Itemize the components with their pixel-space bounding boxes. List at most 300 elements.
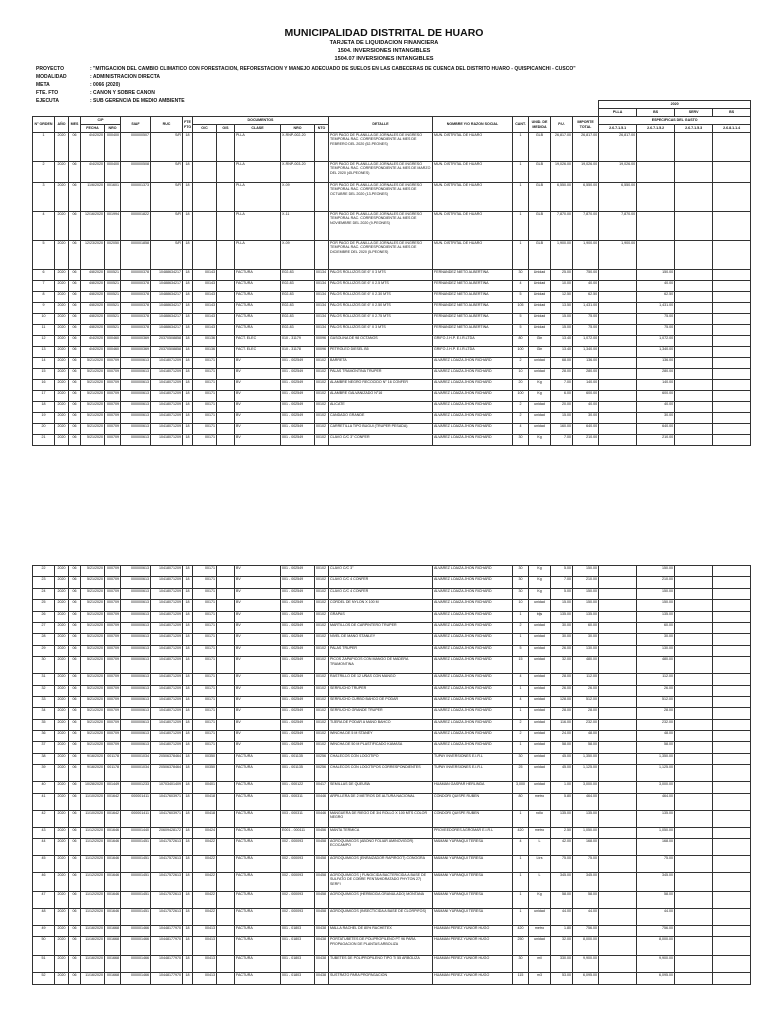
cell-f: 5/21/2020 bbox=[81, 719, 105, 730]
cell-os bbox=[217, 566, 235, 577]
cell-nro: 000709 bbox=[105, 622, 121, 633]
cell-nro: 000709 bbox=[105, 588, 121, 599]
cell-nom: MAMANI YUPANQUI TERESA bbox=[433, 873, 513, 892]
cell-m: 06 bbox=[69, 793, 81, 810]
cell-s3 bbox=[675, 133, 713, 162]
cell-os bbox=[217, 839, 235, 856]
cell-m: 06 bbox=[69, 909, 81, 926]
table-row bbox=[33, 391, 751, 402]
cell-clase: FACTURA bbox=[235, 909, 281, 926]
cell-s2: 28.00 bbox=[637, 708, 675, 719]
cell-a: 2020 bbox=[55, 183, 69, 212]
cell-m: 06 bbox=[69, 611, 81, 622]
cell-siaf: 000000378 bbox=[121, 303, 151, 314]
cell-siaf: 000001858 bbox=[121, 241, 151, 270]
cell-s3 bbox=[675, 270, 713, 281]
cell-fte: 18 bbox=[183, 358, 193, 369]
cell-s1 bbox=[599, 742, 637, 753]
cell-m: 06 bbox=[69, 369, 81, 380]
cell-ruc: 10448177970 bbox=[151, 926, 183, 937]
cell-clase: BV bbox=[235, 402, 281, 413]
cell-fte: 18 bbox=[183, 856, 193, 873]
cell-ruc: 10417572613 bbox=[151, 873, 183, 892]
cell-nro: 000460 bbox=[105, 336, 121, 347]
cell-det: CLAVO C/C 3" bbox=[329, 566, 433, 577]
cell-oc: 00136 bbox=[193, 347, 217, 358]
cell-f: 11/12/2020 bbox=[81, 839, 105, 856]
cell-serie: 001 - 002549 bbox=[281, 369, 315, 380]
cell-clase: FACTURA bbox=[235, 956, 281, 973]
cell-serie: 001 - 002549 bbox=[281, 424, 315, 435]
cell-f: 11/16/2020 bbox=[81, 926, 105, 937]
cell-nom: HUAMAN PEREZ YUNIOR HUGO bbox=[433, 956, 513, 973]
cell-a: 2020 bbox=[55, 793, 69, 810]
cell-oc: 00413 bbox=[193, 956, 217, 973]
cell-siaf: 000001440 bbox=[121, 827, 151, 838]
cell-imp: 9,900.00 bbox=[573, 956, 599, 973]
cell-imp: 1,431.00 bbox=[573, 303, 599, 314]
cell-det: ALAMBRE GALVANIZADO N°16 bbox=[329, 391, 433, 402]
cell-n: 1 bbox=[33, 133, 55, 162]
cell-oc bbox=[193, 162, 217, 183]
cell-s4 bbox=[713, 588, 751, 599]
cell-u: Unidad bbox=[529, 281, 551, 292]
cell-nom: MAMANI YUPANQUI TERESA bbox=[433, 856, 513, 873]
cell-det: POR PAGO DE PLANILLA DE JORNALES DE INGRESO TEMPORAL RAC. CORRESPONDIENTE AL MES DE FEBRERO DEL 2020 (52-PEONES) bbox=[329, 133, 433, 162]
cell-s4 bbox=[713, 926, 751, 937]
cell-nom: ALVAREZ LOAIZA JHON RICHARD bbox=[433, 645, 513, 656]
cell-s1 bbox=[599, 611, 637, 622]
cell-u: Kg bbox=[529, 435, 551, 446]
cell-oc: 00143 bbox=[193, 270, 217, 281]
cell-oc: 00171 bbox=[193, 358, 217, 369]
cell-s4 bbox=[713, 270, 751, 281]
cell-a: 2020 bbox=[55, 719, 69, 730]
cell-siaf: 000000369 bbox=[121, 347, 151, 358]
cell-s2: 345.00 bbox=[637, 873, 675, 892]
cell-m: 06 bbox=[69, 622, 81, 633]
municipality-title: MUNICIPALIDAD DISTRITAL DE HUARO bbox=[284, 27, 484, 39]
col-unidad: UNID. DE MEDIDA bbox=[529, 117, 551, 133]
cell-s1 bbox=[599, 588, 637, 599]
cell-clase: FACTURA bbox=[235, 926, 281, 937]
cell-det: CLAVO C/C 4 CONFER bbox=[329, 577, 433, 588]
cell-siaf: 000000378 bbox=[121, 270, 151, 281]
cell-s4 bbox=[713, 765, 751, 782]
cell-fte: 18 bbox=[183, 336, 193, 347]
table-row bbox=[33, 873, 751, 892]
cell-nro: 001646 bbox=[105, 892, 121, 909]
cell-oc: 00171 bbox=[193, 611, 217, 622]
cell-nom: ALVAREZ LOAIZA JHON RICHARD bbox=[433, 402, 513, 413]
cell-nom: ALVAREZ LOAIZA JHON RICHARD bbox=[433, 622, 513, 633]
cell-pu: 13.50 bbox=[551, 303, 573, 314]
cell-cant: 10 bbox=[513, 600, 529, 611]
cell-serie: 001 - 002549 bbox=[281, 685, 315, 696]
cell-u: GLB bbox=[529, 241, 551, 270]
card-subtitle: TARJETA DE LIQUIDACION FINANCIERA bbox=[329, 40, 439, 46]
col-ano: AÑO bbox=[55, 117, 69, 133]
cell-fte: 18 bbox=[183, 292, 193, 303]
table-row bbox=[33, 634, 751, 645]
cell-f: 5/21/2020 bbox=[81, 566, 105, 577]
cell-serie: 001 - 000122 bbox=[281, 782, 315, 793]
cell-nt: 00458 bbox=[315, 839, 329, 856]
cell-fte: 18 bbox=[183, 810, 193, 827]
cell-siaf: 000001034 bbox=[121, 753, 151, 764]
cell-oc: 00422 bbox=[193, 839, 217, 856]
cell-s2: 210.00 bbox=[637, 435, 675, 446]
cell-s3 bbox=[675, 358, 713, 369]
cell-siaf: 000001466 bbox=[121, 926, 151, 937]
cell-f: 5/21/2020 bbox=[81, 708, 105, 719]
cell-nt: 00102 bbox=[315, 657, 329, 674]
cell-os bbox=[217, 892, 235, 909]
cell-oc: 00171 bbox=[193, 645, 217, 656]
cell-siaf: 000000613 bbox=[121, 577, 151, 588]
cell-oc: 00171 bbox=[193, 634, 217, 645]
cell-oc bbox=[193, 241, 217, 270]
cell-f: 5/21/2020 bbox=[81, 622, 105, 633]
cell-s1 bbox=[599, 645, 637, 656]
cell-a: 2020 bbox=[55, 133, 69, 162]
cell-a: 2020 bbox=[55, 212, 69, 241]
cell-a: 2020 bbox=[55, 314, 69, 325]
cell-m: 06 bbox=[69, 645, 81, 656]
cell-nt: 00438 bbox=[315, 956, 329, 973]
cell-s3 bbox=[675, 183, 713, 212]
cell-n: 7 bbox=[33, 281, 55, 292]
cell-serie: 001 - 002549 bbox=[281, 577, 315, 588]
cell-fte: 18 bbox=[183, 765, 193, 782]
cell-s1 bbox=[599, 674, 637, 685]
cell-fte: 18 bbox=[183, 566, 193, 577]
cell-f: 5/21/2020 bbox=[81, 358, 105, 369]
cell-s3 bbox=[675, 839, 713, 856]
cell-m: 06 bbox=[69, 391, 81, 402]
cell-oc: 00422 bbox=[193, 873, 217, 892]
cell-u: unidad bbox=[529, 674, 551, 685]
cell-clase: FACT. ELEC bbox=[235, 336, 281, 347]
cell-m: 06 bbox=[69, 133, 81, 162]
cell-os bbox=[217, 719, 235, 730]
cell-n: 49 bbox=[33, 926, 55, 937]
cell-nt: 00102 bbox=[315, 588, 329, 599]
cell-m: 06 bbox=[69, 856, 81, 873]
cell-cant: 4 bbox=[513, 674, 529, 685]
cell-siaf: 000001411 bbox=[121, 793, 151, 810]
cell-s4 bbox=[713, 212, 751, 241]
cell-ruc: 10418071209 bbox=[151, 577, 183, 588]
cell-s4 bbox=[713, 731, 751, 742]
cell-os bbox=[217, 782, 235, 793]
cell-pu: 44.00 bbox=[551, 909, 573, 926]
cell-nro: 001601 bbox=[105, 183, 121, 212]
cell-s3 bbox=[675, 827, 713, 838]
table-row bbox=[33, 588, 751, 599]
cell-fte: 18 bbox=[183, 424, 193, 435]
cell-s4 bbox=[713, 696, 751, 707]
cell-ruc: 10418071209 bbox=[151, 611, 183, 622]
cell-pu: 1.80 bbox=[551, 926, 573, 937]
cell-imp: 112.00 bbox=[573, 674, 599, 685]
cell-a: 2020 bbox=[55, 956, 69, 973]
table-row bbox=[33, 369, 751, 380]
cell-s3 bbox=[675, 909, 713, 926]
cell-s4 bbox=[713, 685, 751, 696]
cell-clase: FACTURA bbox=[235, 937, 281, 956]
cell-s3 bbox=[675, 892, 713, 909]
table-row bbox=[33, 241, 751, 270]
cell-nom: MUN. DISTRITAL DE HUARO bbox=[433, 212, 513, 241]
cell-siaf: 000000613 bbox=[121, 685, 151, 696]
cell-nro: 000709 bbox=[105, 634, 121, 645]
cell-nom: ALVAREZ LOAIZA JHON RICHARD bbox=[433, 424, 513, 435]
cell-oc bbox=[193, 212, 217, 241]
cell-m: 06 bbox=[69, 753, 81, 764]
cell-u: unidad bbox=[529, 622, 551, 633]
table-row bbox=[33, 657, 751, 674]
cell-s4 bbox=[713, 358, 751, 369]
cell-pu: 26.00 bbox=[551, 645, 573, 656]
cell-nt: 00102 bbox=[315, 685, 329, 696]
cell-imp: 150.00 bbox=[573, 566, 599, 577]
cell-u: metro bbox=[529, 793, 551, 810]
cell-det: PALOS ROLLIZOS DE 6" X 2.30 MTS bbox=[329, 292, 433, 303]
cell-det: AGROQUIMICOS ( FUNGICIDA BACTERICIDA A BASE DE SULFATO DE COBRE PENTAHIDRATADO PHYTON 27) SERFI bbox=[329, 873, 433, 892]
cell-nro: 001646 bbox=[105, 856, 121, 873]
cell-oc: 00350 bbox=[193, 753, 217, 764]
cell-s1 bbox=[599, 435, 637, 446]
cell-det: POR PAGO DE PLANILLA DE JORNALES DE INGRESO TEMPORAL RAC. CORRESPONDIENTE AL MES DE OCTUBRE DEL 2020 (13-PEONES) bbox=[329, 183, 433, 212]
cell-clase: BV bbox=[235, 719, 281, 730]
cell-clase: FACTURA bbox=[235, 810, 281, 827]
col-ruc: RUC bbox=[151, 117, 183, 133]
cell-n: 35 bbox=[33, 719, 55, 730]
table-row bbox=[33, 973, 751, 984]
cell-u: GLB bbox=[529, 133, 551, 162]
cell-a: 2020 bbox=[55, 391, 69, 402]
cell-f: 11/16/2020 bbox=[81, 937, 105, 956]
cell-nt: 00102 bbox=[315, 413, 329, 424]
cell-s1 bbox=[599, 956, 637, 973]
cell-clase: BV bbox=[235, 742, 281, 753]
cell-siaf: 000001034 bbox=[121, 765, 151, 782]
cell-nom: FERNANDEZ NIETO ALBERTINA bbox=[433, 292, 513, 303]
cell-nom: GRIFO J.H.P. E.I.R.LTDA bbox=[433, 347, 513, 358]
cell-f: 5/21/2020 bbox=[81, 731, 105, 742]
cell-nom: FERNANDEZ NIETO ALBERTINA bbox=[433, 325, 513, 336]
cell-nom: FERNANDEZ NIETO ALBERTINA bbox=[433, 314, 513, 325]
cell-det: PALAS TRUPER bbox=[329, 645, 433, 656]
cell-ruc: S/R bbox=[151, 162, 183, 183]
cell-imp: 8,000.00 bbox=[573, 937, 599, 956]
cell-clase: FACTURA bbox=[235, 270, 281, 281]
cell-m: 06 bbox=[69, 424, 81, 435]
cell-s2: 150.00 bbox=[637, 588, 675, 599]
cell-u: unidad bbox=[529, 765, 551, 782]
cell-f: 5/21/2020 bbox=[81, 674, 105, 685]
cell-s3 bbox=[675, 577, 713, 588]
cell-clase: BV bbox=[235, 634, 281, 645]
cell-oc: 00350 bbox=[193, 765, 217, 782]
cell-oc: 00171 bbox=[193, 600, 217, 611]
cell-imp: 7,870.00 bbox=[573, 212, 599, 241]
cell-a: 2020 bbox=[55, 892, 69, 909]
cell-ruc: 20506378464 bbox=[151, 765, 183, 782]
cell-u: unidad bbox=[529, 731, 551, 742]
cell-u: Kg bbox=[529, 577, 551, 588]
cell-cant: 5 bbox=[513, 645, 529, 656]
cell-s1 bbox=[599, 600, 637, 611]
cell-serie: E02-83 bbox=[281, 325, 315, 336]
cell-cant: 30 bbox=[513, 566, 529, 577]
cell-serie: 002 - 000093 bbox=[281, 839, 315, 856]
meta-row-proyecto: PROYECTO : "MITIGACION DEL CAMBIO CLIMATICO CON FORESTACION, REFORESTACION Y MANEJO ADECUADO DE SUELOS EN LAS CABECERAS DE CUENCA DEL DISTRITO HUARO - QUISPICANCHI - CUSCO" bbox=[36, 66, 576, 72]
cell-m: 06 bbox=[69, 435, 81, 446]
cell-imp: 48.00 bbox=[573, 731, 599, 742]
cell-f: 5/21/2020 bbox=[81, 600, 105, 611]
cell-s2: 58.00 bbox=[637, 892, 675, 909]
cell-imp: 150.00 bbox=[573, 600, 599, 611]
cell-imp: 30.00 bbox=[573, 413, 599, 424]
cell-clase: FACTURA bbox=[235, 303, 281, 314]
cell-s3 bbox=[675, 765, 713, 782]
cell-s4 bbox=[713, 314, 751, 325]
cell-ruc: 10488634217 bbox=[151, 314, 183, 325]
cell-s1 bbox=[599, 292, 637, 303]
cell-u: L bbox=[529, 873, 551, 892]
cell-oc: 00143 bbox=[193, 281, 217, 292]
cell-siaf: 000000613 bbox=[121, 708, 151, 719]
cell-ruc: 10418071209 bbox=[151, 435, 183, 446]
cell-s2: 1,350.00 bbox=[637, 753, 675, 764]
cell-nro: 001668 bbox=[105, 973, 121, 984]
cell-a: 2020 bbox=[55, 336, 69, 347]
cell-imp: 1,350.00 bbox=[573, 753, 599, 764]
cell-s3 bbox=[675, 435, 713, 446]
cell-fte: 18 bbox=[183, 873, 193, 892]
cell-m: 06 bbox=[69, 696, 81, 707]
cell-nro: 000709 bbox=[105, 577, 121, 588]
cell-a: 2020 bbox=[55, 162, 69, 183]
cell-s1 bbox=[599, 336, 637, 347]
cell-nt: 00102 bbox=[315, 435, 329, 446]
cell-pu: 45.00 bbox=[551, 765, 573, 782]
cell-nt: 00102 bbox=[315, 719, 329, 730]
cell-clase: BV bbox=[235, 380, 281, 391]
cell-u: Unidad bbox=[529, 303, 551, 314]
cell-serie: 003 - 000311 bbox=[281, 810, 315, 827]
cell-serie: 001 - 001135 bbox=[281, 753, 315, 764]
cell-u: unidad bbox=[529, 708, 551, 719]
cell-s3 bbox=[675, 657, 713, 674]
cell-imp: 232.00 bbox=[573, 719, 599, 730]
cell-ruc: S/R bbox=[151, 183, 183, 212]
cell-cant: 2 bbox=[513, 402, 529, 413]
cell-cant: 1 bbox=[513, 634, 529, 645]
cell-pu: 330.00 bbox=[551, 956, 573, 973]
cell-ruc: 10418071209 bbox=[151, 634, 183, 645]
cell-m: 06 bbox=[69, 731, 81, 742]
cell-nro: 000709 bbox=[105, 719, 121, 730]
cell-nt: 00096 bbox=[315, 347, 329, 358]
cell-fte: 18 bbox=[183, 793, 193, 810]
cell-s2: 756.00 bbox=[637, 926, 675, 937]
cell-os bbox=[217, 956, 235, 973]
cell-s4 bbox=[713, 909, 751, 926]
cell-s3 bbox=[675, 937, 713, 956]
cell-oc: 00171 bbox=[193, 566, 217, 577]
cell-pu: 6,550.00 bbox=[551, 183, 573, 212]
table-row bbox=[33, 926, 751, 937]
cell-oc: 00171 bbox=[193, 657, 217, 674]
cell-serie: 001 - 002549 bbox=[281, 566, 315, 577]
cell-fte: 18 bbox=[183, 909, 193, 926]
cell-s2: 464.00 bbox=[637, 793, 675, 810]
cell-imp: 75.00 bbox=[573, 325, 599, 336]
cell-nom: TUPAY INVERSIONES E.I.R.L bbox=[433, 765, 513, 782]
cell-n: 20 bbox=[33, 424, 55, 435]
cell-nro: 000521 bbox=[105, 325, 121, 336]
cell-clase: PLLA bbox=[235, 212, 281, 241]
cell-serie: 001 - 002549 bbox=[281, 657, 315, 674]
cell-a: 2020 bbox=[55, 369, 69, 380]
cell-n: 48 bbox=[33, 909, 55, 926]
cell-n: 22 bbox=[33, 566, 55, 577]
col-mes: MES bbox=[69, 117, 81, 133]
cell-nro: 000709 bbox=[105, 657, 121, 674]
cell-serie: 001 - 002549 bbox=[281, 696, 315, 707]
cell-m: 06 bbox=[69, 685, 81, 696]
cell-pu: 68.00 bbox=[551, 358, 573, 369]
cell-nom: TUPAY INVERSIONES E.I.R.L bbox=[433, 753, 513, 764]
cell-nom: ALVAREZ LOAIZA JHON RICHARD bbox=[433, 657, 513, 674]
cell-n: 13 bbox=[33, 347, 55, 358]
cell-n: 50 bbox=[33, 937, 55, 956]
cell-nt: 00102 bbox=[315, 424, 329, 435]
cell-pu: 58.00 bbox=[551, 892, 573, 909]
cell-nro: 001642 bbox=[105, 810, 121, 827]
cell-pu: 75.00 bbox=[551, 856, 573, 873]
cell-os bbox=[217, 873, 235, 892]
cell-serie: 001 - 002549 bbox=[281, 719, 315, 730]
cell-n: 26 bbox=[33, 611, 55, 622]
cell-pu: 6.00 bbox=[551, 391, 573, 402]
cell-a: 2020 bbox=[55, 926, 69, 937]
cell-imp: 6,095.00 bbox=[573, 973, 599, 984]
cell-det: TIJERA DE PODAR A MANO BAHCO bbox=[329, 719, 433, 730]
cell-det: CHALECOS CON LOGOTIPO bbox=[329, 753, 433, 764]
cell-fte: 18 bbox=[183, 588, 193, 599]
cell-u: unidad bbox=[529, 369, 551, 380]
cell-serie: X-RNP-003-20 bbox=[281, 162, 315, 183]
cell-nro: 000709 bbox=[105, 611, 121, 622]
cell-u: Kg bbox=[529, 892, 551, 909]
cell-ruc: S/R bbox=[151, 241, 183, 270]
cell-s4 bbox=[713, 657, 751, 674]
cell-s1 bbox=[599, 281, 637, 292]
cell-nt: 00458 bbox=[315, 873, 329, 892]
cell-s1 bbox=[599, 622, 637, 633]
cell-pu: 135.00 bbox=[551, 810, 573, 827]
table-row bbox=[33, 793, 751, 810]
cell-nom: MUN. DISTRITAL DE HUARO bbox=[433, 183, 513, 212]
cell-imp: 130.00 bbox=[573, 645, 599, 656]
cell-s4 bbox=[713, 937, 751, 956]
cell-cant: 30 bbox=[513, 577, 529, 588]
cell-s2: 9,900.00 bbox=[637, 956, 675, 973]
